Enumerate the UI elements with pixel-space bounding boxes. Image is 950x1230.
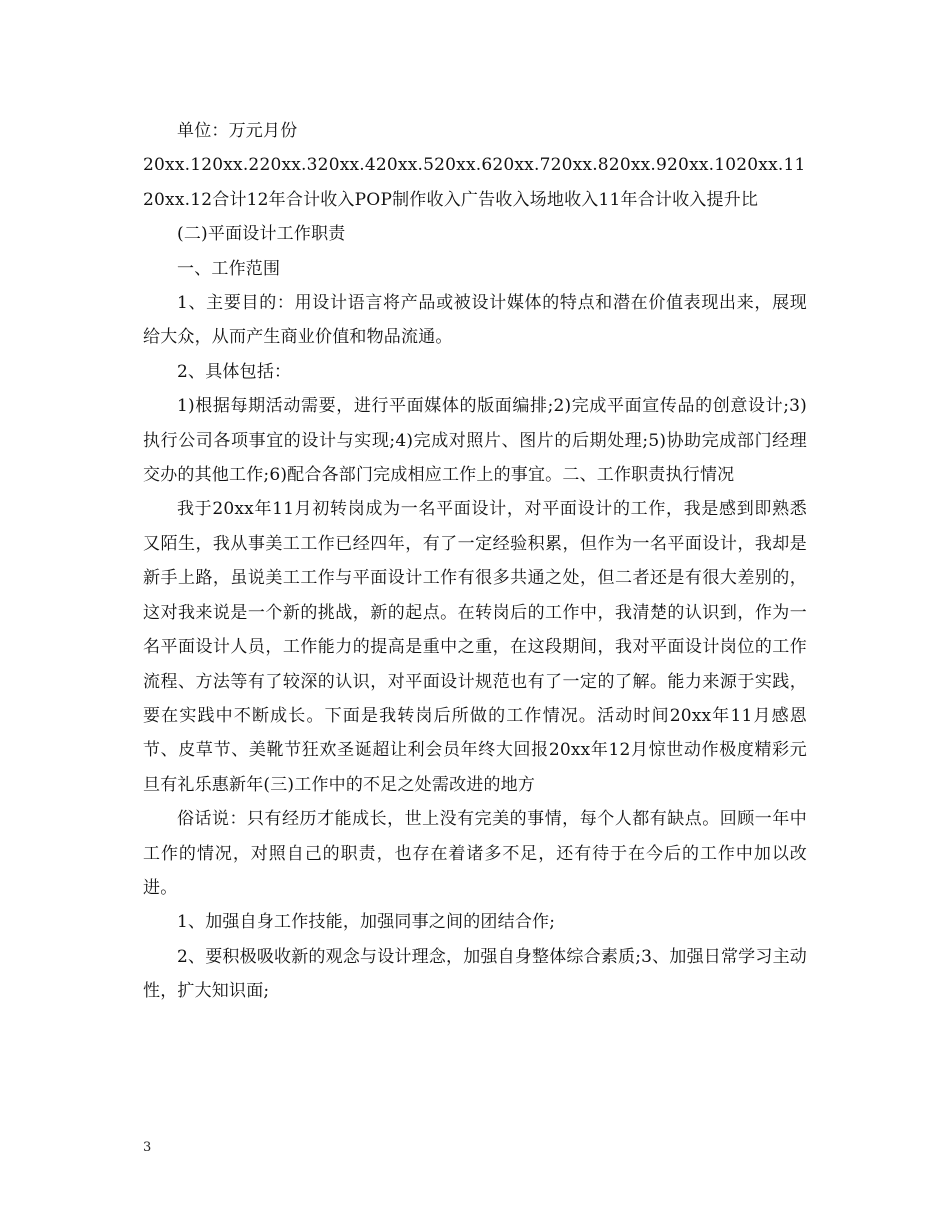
- paragraph-reflection: 俗话说：只有经历才能成长，世上没有完美的事情，每个人都有缺点。回顾一年中工作的情况，对照自己的职责，也存在着诸多不足，还有待于在今后的工作中加以改进。: [143, 809, 807, 898]
- subheading-work-scope: 一、工作范围: [177, 258, 281, 279]
- paragraph-unit-line: 单位：万元月份: [177, 121, 298, 141]
- paragraph-improvement-1: 1、加强自身工作技能，加强同事之间的团结合作;: [177, 912, 556, 933]
- paragraph-specifics-label: 2、具体包括：: [177, 361, 292, 382]
- paragraph-work-summary: 我于20xx年11月初转岗成为一名平面设计，对平面设计的工作，我是感到即熟悉又陌生，我从事美工工作已经四年，有了一定经验积累，但作为一名平面设计，我却是新手上路，虽说美工工作与平面设计工作有很多共通之处，但二者还是有很大差别的，这对我来说是一个新的挑战，新的起点。在转岗后的工作中，我清楚的认识到，作为一名平面设计人员，工作能力的提高是重中之重，在这段期间，我对平面设计岗位的工作流程、方法等有了较深的认识，对平面设计规范也有了一定的了解。能力来源于实践，要在实践中不断成长。下面是我转岗后所做的工作情况。活动时间20xx年11月感恩节、皮草节、美靴节狂欢圣诞超让利会员年终大回报20xx年12月惊世动作极度精彩元旦有礼乐惠新年(三)工作中的不足之处需改进的地方: [143, 499, 807, 795]
- paragraph-months-list: 20xx.120xx.220xx.320xx.420xx.520xx.620xx.720xx.820xx.920xx.1020xx.1120xx.12合计12年合计收入POP制作收入广告收入场地收入11年合计收入提升比: [143, 155, 806, 210]
- document-body: [143, 114, 807, 1009]
- page-number: 3: [143, 1140, 152, 1155]
- paragraph-improvement-2: 2、要积极吸收新的观念与设计理念，加强自身整体综合素质;3、加强日常学习主动性，扩大知识面;: [143, 946, 807, 1002]
- paragraph-task-list: 1)根据每期活动需要，进行平面媒体的版面编排;2)完成平面宣传品的创意设计;3)执行公司各项事宜的设计与实现;4)完成对照片、图片的后期处理;5)协助完成部门经理交办的其他工作;6)配合各部门完成相应工作上的事宜。二、工作职责执行情况: [143, 396, 807, 486]
- section-heading-duties: (二)平面设计工作职责: [177, 224, 346, 245]
- paragraph-main-purpose: 1、主要目的：用设计语言将产品或被设计媒体的特点和潜在价值表现出来，展现给大众，从而产生商业价值和物品流通。: [143, 293, 807, 348]
